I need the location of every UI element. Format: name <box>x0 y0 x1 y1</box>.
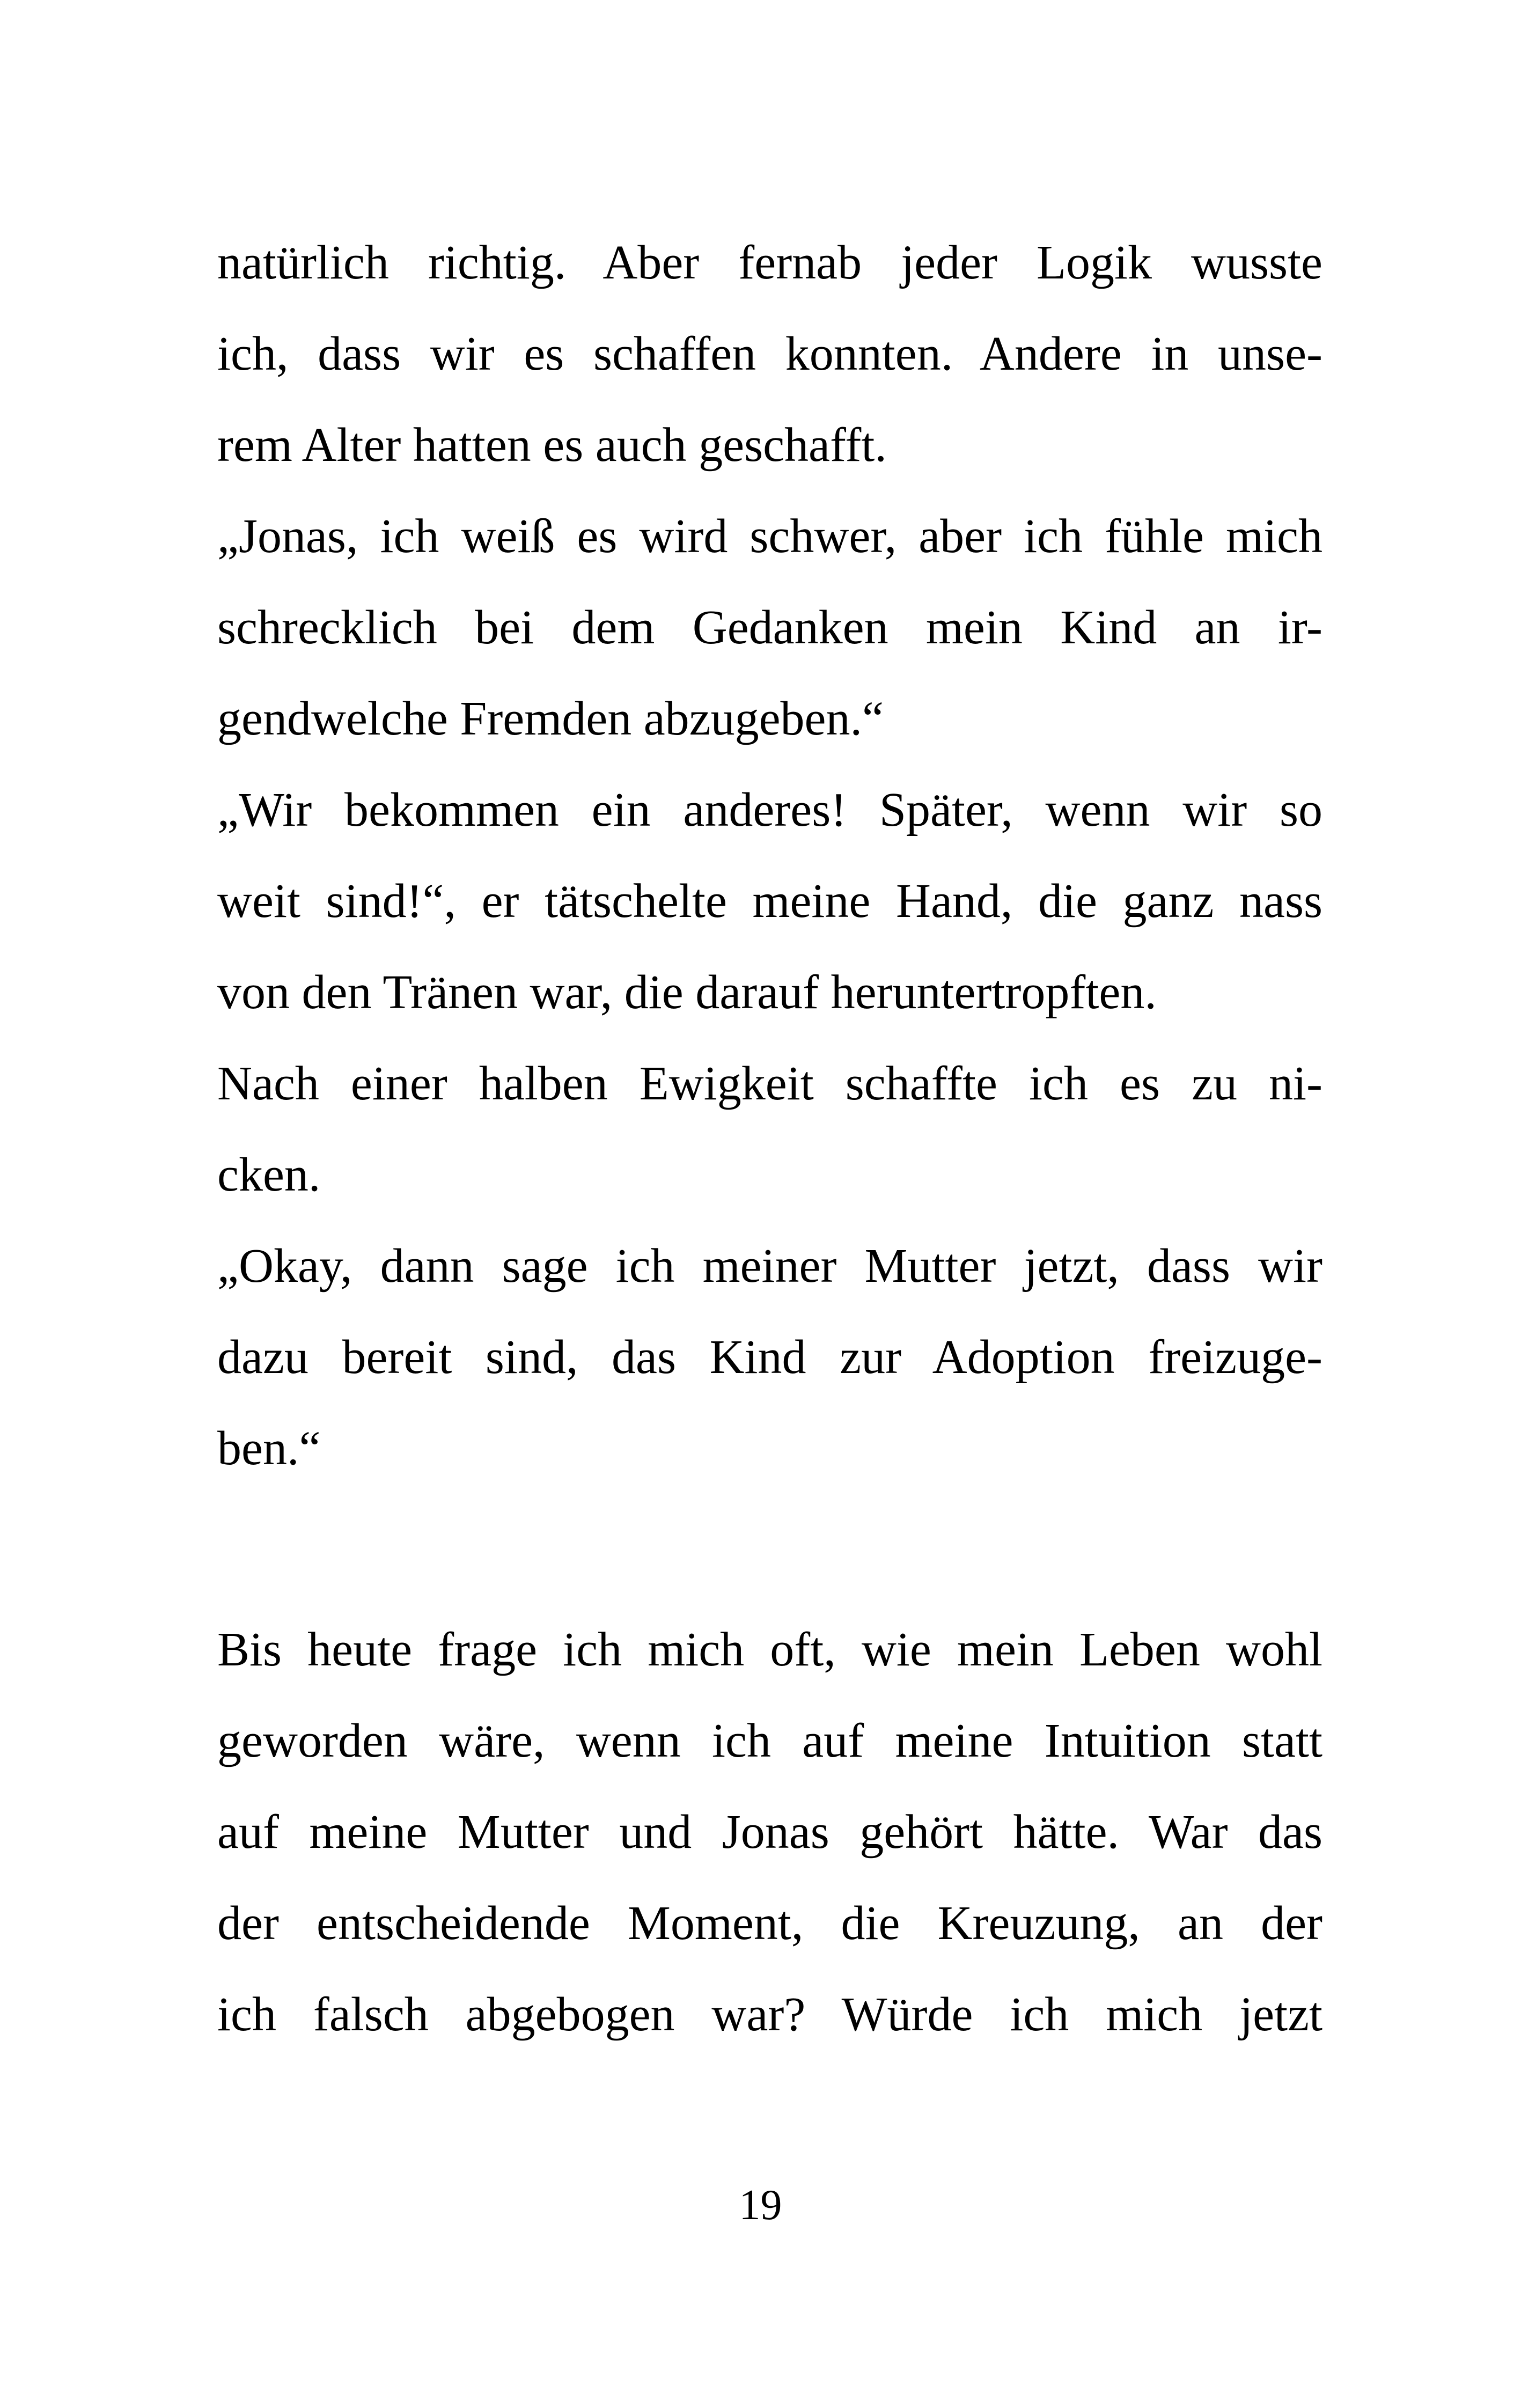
text-line: ich, dass wir es schaffen konnten. Andere in unse- <box>217 327 1322 380</box>
text-line: cken. <box>217 1148 321 1201</box>
text-line: Bis heute frage ich mich oft, wie mein Leben wohl <box>217 1623 1322 1676</box>
text-line: Nach einer halben Ewigkeit schaffte ich es zu ni- <box>217 1057 1322 1110</box>
text-line: gendwelche Fremden abzugeben.“ <box>217 692 884 745</box>
text-line: natürlich richtig. Aber fernab jeder Logik wusste <box>217 236 1322 289</box>
text-line: „Wir bekommen ein anderes! Später, wenn wir so <box>217 783 1322 836</box>
text-line: dazu bereit sind, das Kind zur Adoption freizuge- <box>217 1331 1322 1384</box>
text-line: ben.“ <box>217 1422 321 1475</box>
text-line: schrecklich bei dem Gedanken mein Kind an ir- <box>217 601 1322 654</box>
page-number: 19 <box>739 2182 782 2229</box>
text-line: „Okay, dann sage ich meiner Mutter jetzt, dass wir <box>217 1239 1322 1293</box>
text-line: weit sind!“, er tätschelte meine Hand, die ganz nass <box>217 875 1322 928</box>
text-line: von den Tränen war, die darauf heruntertropften. <box>217 966 1157 1019</box>
text-line: der entscheidende Moment, die Kreuzung, an der <box>217 1897 1322 1950</box>
text-line: geworden wäre, wenn ich auf meine Intuition statt <box>217 1714 1322 1767</box>
text-line: ich falsch abgebogen war? Würde ich mich jetzt <box>217 1988 1322 2041</box>
text-line: rem Alter hatten es auch geschafft. <box>217 419 887 472</box>
text-line: auf meine Mutter und Jonas gehört hätte. War das <box>217 1805 1322 1859</box>
text-line: „Jonas, ich weiß es wird schwer, aber ich fühle mich <box>217 510 1322 563</box>
